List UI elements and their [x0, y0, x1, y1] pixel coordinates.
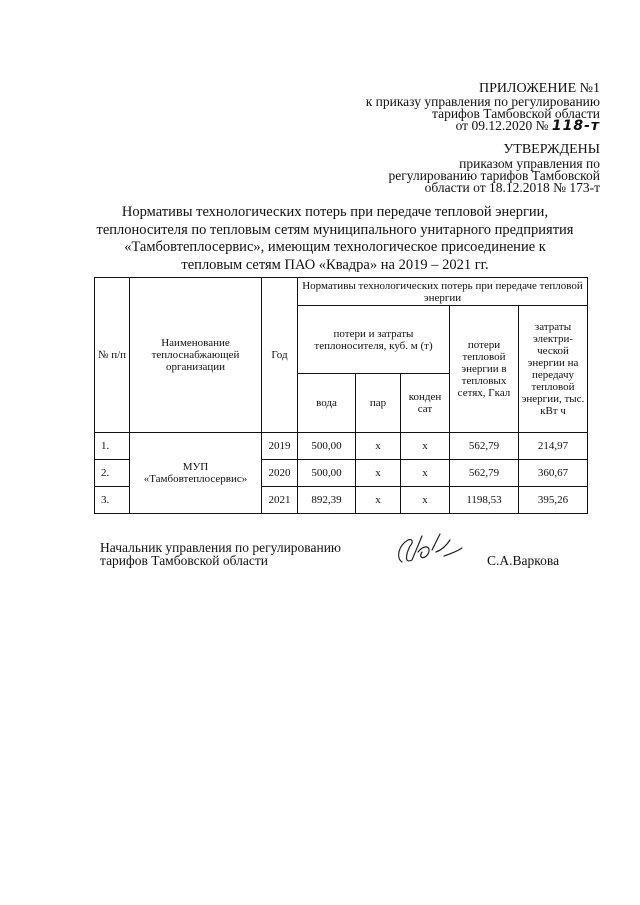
row-water: 500,00 [298, 460, 356, 487]
appendix-date: от 09.12.2020 № [455, 118, 549, 133]
row-year: 2020 [262, 460, 298, 487]
document-title [80, 204, 590, 274]
header-organization: Наименование теплоснабжающей организации [130, 278, 262, 433]
appendix-title: ПРИЛОЖЕНИЕ №1 [479, 81, 600, 96]
document-title-line-4: тепловым сетям ПАО «Квадра» на 2019 – 2021 гг. [181, 256, 489, 273]
signature-graphic [388, 528, 468, 570]
header-num: № п/п [95, 278, 130, 433]
approved-line-2: регулированию тарифов Тамбовской [388, 168, 600, 183]
footer-position-line-2: тарифов Тамбовской области [100, 553, 268, 568]
header-water: вода [298, 374, 356, 433]
row-condensate: х [401, 460, 450, 487]
footer-position-line-1: Начальник управления по регулированию [100, 540, 342, 555]
header-year: Год [262, 278, 298, 433]
row-heat-loss: 562,79 [450, 460, 519, 487]
header-heat-loss: потери тепловой энергии в тепловых сетях, Гкал [450, 306, 519, 433]
row-steam: х [356, 460, 401, 487]
appendix-order-line: к приказу управления по регулированию [365, 94, 600, 109]
row-water: 892,39 [298, 487, 356, 514]
organization-name: МУП «Тамбовтеплосервис» [130, 433, 262, 514]
header-electricity: затраты электри-ческой энергии на передачу тепловой энергии, тыс. кВт ч [519, 306, 588, 433]
handwritten-order-number: 118-т [551, 118, 600, 134]
header-condensate: конден сат [401, 374, 450, 433]
row-electricity: 395,26 [519, 487, 588, 514]
row-condensate: х [401, 433, 450, 460]
row-steam: х [356, 487, 401, 514]
row-heat-loss: 562,79 [450, 433, 519, 460]
document-title-line-3: «Тамбовтеплосервис», имеющим технологическое присоединение к [124, 239, 546, 255]
row-num: 3. [95, 487, 130, 514]
header-coolant: потери и затраты теплоносителя, куб. м (т) [298, 306, 450, 374]
table-row [95, 433, 588, 460]
approved-line-1: приказом управления по [459, 156, 600, 171]
appendix-date-line [456, 119, 600, 133]
row-heat-loss: 1198,53 [450, 487, 519, 514]
approved-title: УТВЕРЖДЕНЫ [503, 142, 600, 157]
header-norms: Нормативы технологических потерь при передаче тепловой энергии [298, 278, 588, 306]
row-condensate: х [401, 487, 450, 514]
appendix-region-line: тарифов Тамбовской области [432, 106, 600, 121]
row-water: 500,00 [298, 433, 356, 460]
document-title-line-2: теплоносителя по тепловым сетям муниципального унитарного предприятия [96, 221, 574, 238]
row-year: 2019 [262, 433, 298, 460]
signer-name: С.А.Варкова [487, 553, 560, 568]
row-electricity: 360,67 [519, 460, 588, 487]
header-steam: пар [356, 374, 401, 433]
approved-line-3: области от 18.12.2018 № 173-т [424, 180, 600, 195]
row-num: 2. [95, 460, 130, 487]
document-title-line-1: Нормативы технологических потерь при передаче тепловой энергии, [121, 204, 549, 220]
row-year: 2021 [262, 487, 298, 514]
row-electricity: 214,97 [519, 433, 588, 460]
row-num: 1. [95, 433, 130, 460]
row-steam: х [356, 433, 401, 460]
norms-table [94, 277, 588, 514]
